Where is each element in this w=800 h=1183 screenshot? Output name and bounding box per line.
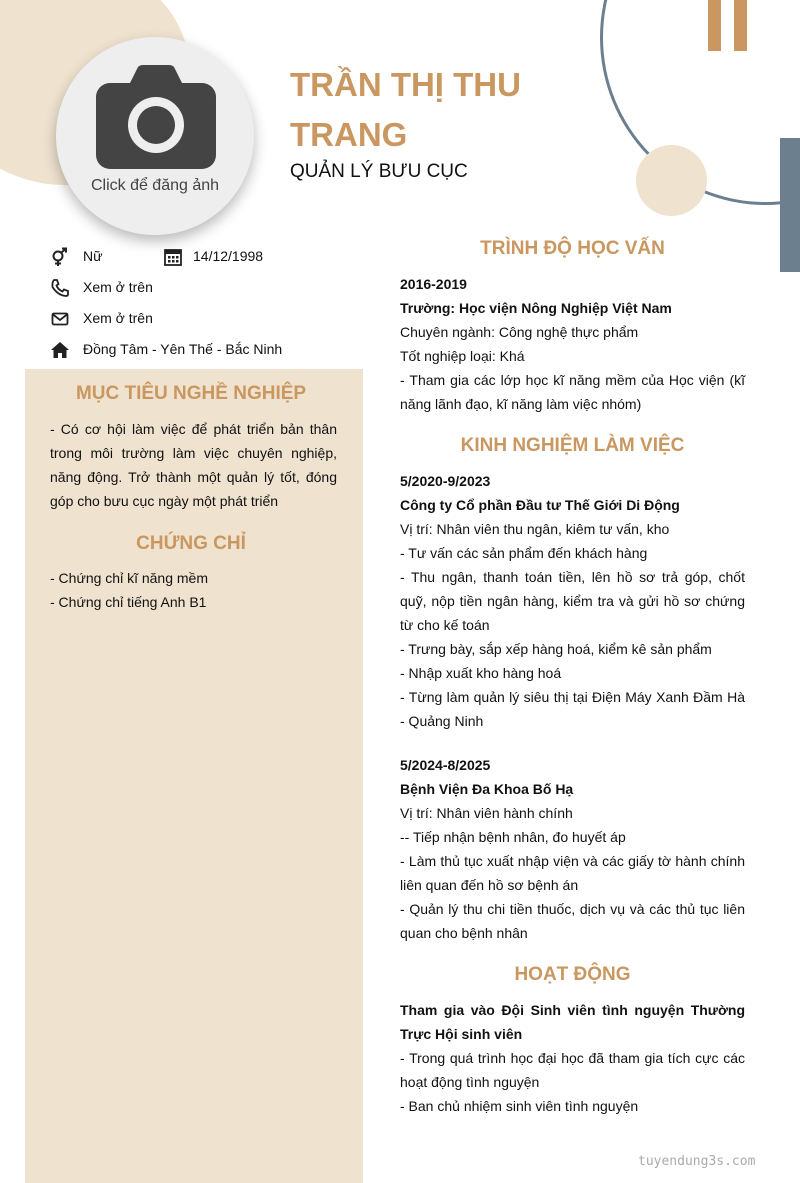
job-title: QUẢN LÝ BƯU CỤC <box>290 161 468 182</box>
job-period: 5/2024-8/2025 <box>400 757 491 773</box>
decor-dot <box>636 145 707 216</box>
job-line: - Trưng bày, sắp xếp hàng hoá, kiểm kê sản phẩm <box>400 641 712 657</box>
objective-text: - Có cơ hội làm việc để phát triển bản thân trong môi trường làm việc chuyên nghiệp, năng động. Trở thành một quản lý tốt, đóng góp cho bưu cục ngày một phát triển <box>50 421 337 509</box>
watermark: tuyendung3s.com <box>638 1154 756 1169</box>
activity-line: - Ban chủ nhiệm sinh viên tình nguyện <box>400 1098 639 1114</box>
certificates-list <box>50 566 337 614</box>
activities-block <box>400 998 745 1118</box>
birthday-value: 14/12/1998 <box>193 248 264 264</box>
mail-icon <box>50 309 70 329</box>
left-panel <box>25 369 363 1183</box>
gender-icon <box>50 247 70 267</box>
job-line: - Từng làm quản lý siêu thị tại Điện Máy Xanh Đầm Hà - Quảng Ninh <box>400 689 745 729</box>
calendar-icon <box>163 247 183 267</box>
education-block <box>400 272 745 416</box>
education-school: Trường: Học viện Nông Nghiệp Việt Nam <box>400 300 672 316</box>
experience-job-1 <box>400 469 745 733</box>
job-line: - Làm thủ tục xuất nhập viện và các giấy tờ hành chính liên quan đến hồ sơ bệnh án <box>400 853 745 893</box>
phone-value: Xem ở trên <box>83 279 153 295</box>
home-icon <box>50 340 70 360</box>
education-line: Tốt nghiệp loại: Khá <box>400 348 525 364</box>
full-name: TRẦN THỊ THU TRANG <box>290 66 521 153</box>
gender-value: Nữ <box>83 248 103 264</box>
email-value: Xem ở trên <box>83 310 153 326</box>
activity-line: - Trong quá trình học đại học đã tham gia tích cực các hoạt động tình nguyện <box>400 1050 745 1090</box>
job-line: - Tư vấn các sản phẩm đến khách hàng <box>400 545 648 561</box>
phone-icon <box>50 278 70 298</box>
job-company: Công ty Cổ phần Đầu tư Thế Giới Di Động <box>400 497 680 513</box>
activities-title: HOẠT ĐỘNG <box>514 964 631 985</box>
certificate-item: - Chứng chỉ kĩ năng mềm <box>50 570 208 586</box>
job-line: - Thu ngân, thanh toán tiền, lên hồ sơ trả góp, chốt quỹ, nộp tiền ngân hàng, kiểm tra và gửi hồ sơ chứng từ cho kế toán <box>400 569 745 633</box>
camera-icon <box>96 65 216 169</box>
education-line: - Tham gia các lớp học kĩ năng mềm của Học viện (kĩ năng lãnh đạo, kĩ năng làm việc nhóm) <box>400 372 745 412</box>
certificates-title: CHỨNG CHỈ <box>136 533 246 554</box>
education-period: 2016-2019 <box>400 276 467 292</box>
job-period: 5/2020-9/2023 <box>400 473 491 489</box>
avatar-upload[interactable] <box>56 37 254 235</box>
job-line: Vị trí: Nhân viên hành chính <box>400 805 573 821</box>
certificate-item: - Chứng chỉ tiếng Anh B1 <box>50 594 207 610</box>
avatar-upload-label: Click để đăng ảnh <box>90 177 220 194</box>
decor-side-bar <box>780 138 800 272</box>
decor-bar <box>734 0 747 51</box>
experience-title: KINH NGHIỆM LÀM VIỆC <box>460 435 685 456</box>
job-line: - Quản lý thu chi tiền thuốc, dịch vụ và các thủ tục liên quan cho bệnh nhân <box>400 901 745 941</box>
job-line: Vị trí: Nhân viên thu ngân, kiêm tư vấn, kho <box>400 521 670 537</box>
education-line: Chuyên ngành: Công nghệ thực phẩm <box>400 324 639 340</box>
job-line: - Nhập xuất kho hàng hoá <box>400 665 562 681</box>
objective-title: MỤC TIÊU NGHỀ NGHIỆP <box>75 383 307 404</box>
education-title: TRÌNH ĐỘ HỌC VẤN <box>480 238 665 259</box>
experience-job-2 <box>400 753 745 945</box>
job-line: -- Tiếp nhận bệnh nhân, đo huyết áp <box>400 829 626 845</box>
address-value: Đồng Tâm - Yên Thế - Bắc Ninh <box>83 341 283 357</box>
activity-heading: Tham gia vào Đội Sinh viên tình nguyện Thường Trực Hội sinh viên <box>400 1002 745 1042</box>
job-company: Bệnh Viện Đa Khoa Bố Hạ <box>400 781 574 797</box>
decor-bar <box>708 0 721 51</box>
